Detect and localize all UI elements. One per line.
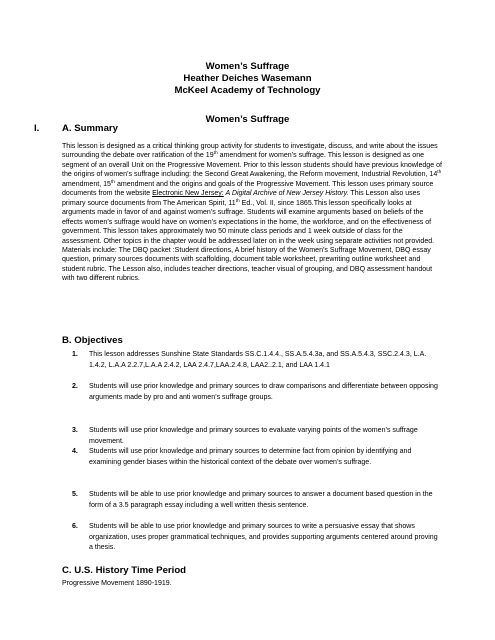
objective-item (72, 350, 442, 371)
doc-title: Women’s Suffrage (205, 61, 290, 72)
objective-text: Students will use prior knowledge and primary sources to determine fact from opinion by identifying and examining gender biases within the historical context of the debate over women’s suffrage. (89, 448, 412, 466)
objective-item (72, 447, 442, 468)
objective-number: 4. (72, 448, 78, 455)
history-period: Progressive Movement 1890-1919. (62, 580, 172, 587)
objective-item (72, 522, 442, 554)
lesson-title: Women’s Suffrage (205, 114, 290, 125)
sup-2: th (437, 170, 442, 176)
objective-item (72, 426, 442, 447)
summary-paragraph (62, 142, 442, 284)
website-title: A Digital Archive of New Jersey History. (223, 190, 349, 198)
website-link[interactable]: Electronic New Jersey: (152, 190, 224, 198)
summary-text-2: amendment for women’s suffrage. This lesson is designed as one segment of an overall Unit on the Progressive Movement. Prior to this lesson students should have previous knowledge of the origins of women’s suffrage including: the Second Great Awakening, the Reform movement, Industrial Revolution, 14 (62, 152, 442, 179)
summary-text-3: amendment, 15 (62, 180, 111, 188)
summary-heading: A. Summary (62, 123, 118, 134)
summary-text-5: This Lesson also uses primary source documents from The American Spirit, 11 (62, 190, 421, 207)
objective-number: 3. (72, 427, 78, 434)
objective-text: Students will use prior knowledge and primary sources to evaluate varying points of the women’s suffrage movement. (89, 427, 418, 445)
objective-item (72, 382, 442, 403)
objectives-heading: B. Objectives (62, 335, 123, 346)
section-number: I. (34, 123, 40, 134)
summary-text-4: amendment and the origins and goals of the Progressive Movement. This lesson uses primary source documents from the website (62, 180, 434, 198)
objective-item (72, 490, 442, 511)
sup-4: th (235, 198, 240, 204)
objective-text: This lesson addresses Sunshine State Standards SS.C.1.4.4., SS.A.5.4.3a, and SS.A.5.4.3, SSC.2.4.3, L.A. 1.4.2, L.A.A 2.2.7,L.A.A 2.4.2, LAA 2.4.7,LAA.2.4.8, LAA2..2.1, and LAA 1.4.1 (89, 351, 427, 369)
objective-text: Students will be able to use prior knowledge and primary sources to answer a document based question in the form of a 3.5 paragraph essay including a well written thesis sentence. (89, 491, 433, 509)
school-name: McKeel Academy of Technology (174, 85, 321, 96)
sup-3: th (110, 179, 115, 185)
summary-text-6: Ed., Vol. II, since 1865.This lesson specifically looks at arguments made in favor of and against women’s suffrage. Students will examine arguments based on beliefs of the effects women’s suffrage would have on women’s expectations in the home, the workforce, and on the effectiveness of government. This lesson takes approximately two 50 minute class periods and 1 week outside of class for the assessment. Other topics in the chapter would be addressed later on in the week using separate activities not provided. Materials include: The DBQ packet :Student directions, A brief history of the Women’s Suffrage Movement, DBQ essay question, primary sources documents with scaffolding, document table worksheet, prewriting outline worksheet and student rubric. The Lesson also, includes teacher directions, teacher visual of grouping, and DBQ assessment handout with two different rubrics. (62, 199, 435, 283)
objective-text: Students will be able to use prior knowledge and primary sources to write a persuasive essay that shows organization, uses proper grammatical techniques, and provides supporting arguments centered around proving a thesis. (89, 523, 438, 552)
objective-number: 1. (72, 351, 78, 358)
summary-text-1: This lesson is designed as a critical thinking group activity for students to investigate, discuss, and write about the issues surrounding the debate over ratification of the 19 (62, 143, 438, 160)
objective-number: 2. (72, 383, 78, 390)
objective-number: 5. (72, 491, 78, 498)
sup-1: th (213, 151, 218, 157)
author-name: Heather Deiches Wasemann (183, 73, 312, 84)
history-heading: C. U.S. History Time Period (62, 565, 187, 576)
objective-number: 6. (72, 523, 78, 530)
objective-text: Students will use prior knowledge and primary sources to draw comparisons and differentiate between opposing arguments made by pro and anti women’s suffrage groups. (89, 383, 438, 401)
